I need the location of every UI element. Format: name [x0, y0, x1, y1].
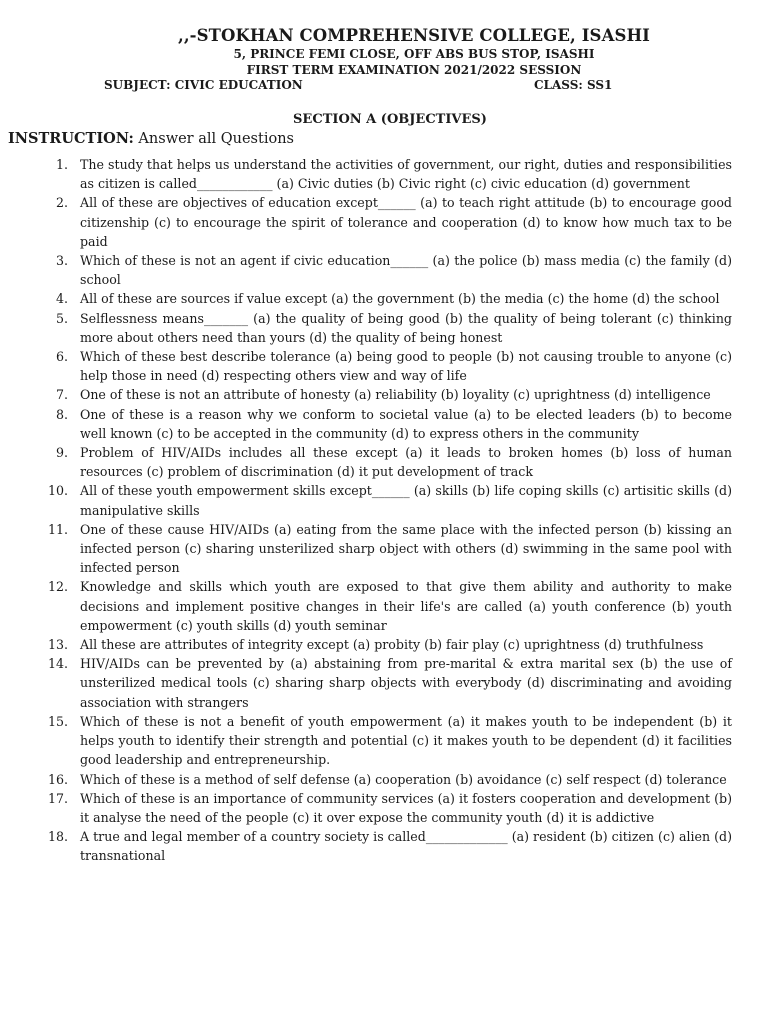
question-item — [40, 309, 732, 347]
question-item — [40, 770, 732, 789]
question-text: Knowledge and skills which youth are exposed to that give them ability and authority to make decisions and implement positive changes in their life's are called (a) youth conference (b) youth empowerment (c) youth skills (d) youth seminar — [80, 579, 732, 633]
instruction-label: INSTRUCTION: — [8, 130, 134, 147]
instruction-text: Answer all Questions — [133, 131, 294, 147]
question-text: Problem of HIV/AIDs includes all these except (a) it leads to broken homes (b) loss of human resources (c) problem of discrimination (d) it put development of track — [80, 445, 732, 480]
question-text: One of these is a reason why we conform to societal value (a) to be elected leaders (b) to become well known (c) to be accepted in the community (d) to express others in the community — [80, 406, 732, 441]
question-item — [40, 577, 732, 635]
question-item — [40, 827, 732, 865]
question-item — [40, 443, 732, 481]
question-number: 1. — [55, 157, 68, 172]
question-text: Which of these is an importance of community services (a) it fosters cooperation and development (b) it analyse the need of the people (c) it over expose the community youth (d) it is addictive — [80, 790, 732, 825]
question-text: Selflessness means_______ (a) the quality of being good (b) the quality of being tolerant (c) thinking more about others need than yours (d) the quality of being honest — [80, 310, 732, 345]
section-title: SECTION A (OBJECTIVES) — [293, 112, 487, 127]
question-text: All of these youth empowerment skills except______ (a) skills (b) life coping skills (c) artisitic skills (d) manipulative skills — [80, 483, 732, 518]
question-item — [40, 385, 732, 404]
question-number: 16. — [47, 771, 68, 787]
question-text: The study that helps us understand the activities of government, our right, duties and responsibilities as citizen is called____________ (a) Civic duties (b) Civic right (c) civic education (d) government — [80, 157, 732, 192]
question-number: 9. — [55, 445, 68, 461]
question-number: 4. — [55, 291, 68, 307]
exam-title: FIRST TERM EXAMINATION 2021/2022 SESSION — [246, 63, 582, 77]
question-number: 6. — [55, 349, 68, 365]
question-text: A true and legal member of a country society is called_____________ (a) resident (b) citizen (c) alien (d) transnational — [80, 829, 732, 864]
question-number: 5. — [55, 310, 68, 326]
class-label: CLASS: SS1 — [534, 78, 613, 92]
question-text: HIV/AIDs can be prevented by (a) abstaining from pre-marital & extra marital sex (b) the use of unsterilized medical tools (c) sharing sharp objects with everybody (d) discriminating and avoiding association with strangers — [80, 656, 732, 710]
question-text: One of these cause HIV/AIDs (a) eating from the same place with the infected person (b) kissing an infected person (c) sharing unsterilized sharp object with others (d) swimming in the same pool with infected person — [80, 521, 732, 576]
question-number: 12. — [47, 579, 68, 595]
question-item — [40, 520, 732, 578]
question-text: All of these are sources if value except (a) the government (b) the media (c) the home (d) the school — [80, 291, 720, 307]
question-number: 14. — [47, 656, 68, 672]
question-text: Which of these is not a benefit of youth empowerment (a) it makes youth to be independent (b) it helps youth to identify their strength and potential (c) it makes youth to be dependent (d) it facilities good leadership and entrepreneurship. — [80, 713, 732, 768]
question-text: All these are attributes of integrity except (a) probity (b) fair play (c) uprightness (d) truthfulness — [80, 637, 704, 653]
question-item — [40, 289, 732, 308]
question-number: 11. — [47, 521, 68, 537]
question-item — [40, 481, 732, 519]
question-text: Which of these is a method of self defense (a) cooperation (b) avoidance (c) self respect (d) tolerance — [80, 771, 727, 787]
question-number: 15. — [47, 713, 68, 729]
question-number: 7. — [55, 387, 68, 403]
question-text: Which of these is not an agent if civic education______ (a) the police (b) mass media (c) the family (d) school — [80, 253, 732, 288]
question-item — [40, 193, 732, 251]
question-number: 18. — [47, 829, 68, 845]
question-item — [40, 712, 732, 770]
question-number: 13. — [47, 637, 68, 653]
question-item — [40, 155, 732, 193]
question-item — [40, 635, 732, 654]
question-text: One of these is not an attribute of honesty (a) reliability (b) loyality (c) uprightness (d) intelligence — [80, 387, 711, 403]
question-number: 8. — [55, 406, 68, 422]
question-list — [40, 155, 732, 866]
school-address: 5, PRINCE FEMI CLOSE, OFF ABS BUS STOP, ISASHI — [233, 47, 595, 61]
question-number: 17. — [47, 790, 68, 806]
question-number: 10. — [47, 483, 68, 499]
school-name: ,,-STOKHAN COMPREHENSIVE COLLEGE, ISASHI — [177, 26, 651, 45]
question-number: 2. — [55, 195, 68, 211]
question-number: 3. — [55, 253, 68, 269]
question-item — [40, 347, 732, 385]
question-item — [40, 789, 732, 827]
subject-label: SUBJECT: CIVIC EDUCATION — [104, 78, 303, 92]
question-text: Which of these best describe tolerance (a) being good to people (b) not causing trouble to anyone (c) help those in need (d) respecting others view and way of life — [80, 349, 732, 384]
question-text: All of these are objectives of education except______ (a) to teach right attitude (b) to encourage good citizenship (c) to encourage the spirit of tolerance and cooperation (d) to know how much tax to be paid — [80, 195, 732, 249]
question-item — [40, 251, 732, 289]
question-item — [40, 654, 732, 712]
instruction — [8, 130, 294, 147]
question-item — [40, 405, 732, 443]
